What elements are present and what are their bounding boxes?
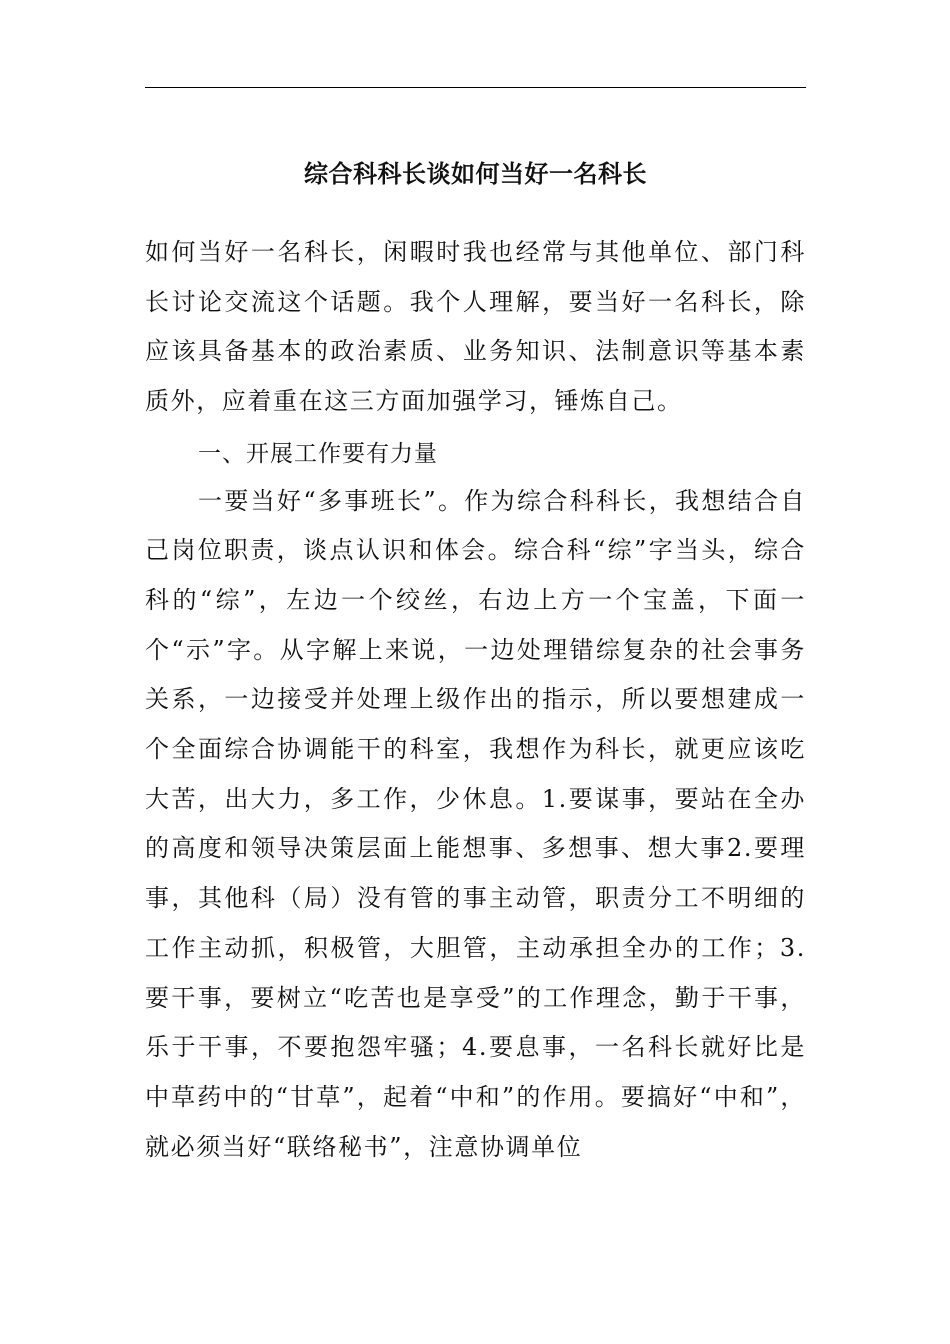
- document-body: [145, 228, 806, 1172]
- section-paragraph: 一要当好“多事班长”。作为综合科科长，我想结合自己岗位职责，谈点认识和体会。综合科“综”字当头，综合科的“综”，左边一个绞丝，右边上方一个宝盖，下面一个“示”字。从字解上来说，一边处理错综复杂的社会事务关系，一边接受并处理上级作出的指示，所以要想建成一个全面综合协调能干的科室，我想作为科长，就更应该吃大苦，出大力，多工作，少休息。1.要谋事，要站在全办的高度和领导决策层面上能想事、多想事、想大事2.要理事，其他科（局）没有管的事主动管，职责分工不明细的工作主动抓，积极管，大胆管，主动承担全办的工作；3.要干事，要树立“吃苦也是享受”的工作理念，勤于干事，乐于干事，不要抱怨牢骚；4.要息事，一名科长就好比是中草药中的“甘草”，起着“中和”的作用。要搞好“中和”，就必须当好“联络秘书”，注意协调单位: [145, 486, 806, 1161]
- section-heading: 一、开展工作要有力量: [198, 440, 438, 467]
- header-rule: [145, 87, 806, 88]
- intro-paragraph: 如何当好一名科长，闲暇时我也经常与其他单位、部门科长讨论交流这个话题。我个人理解，要当好一名科长，除应该具备基本的政治素质、业务知识、法制意识等基本素质外，应着重在这三方面加强学习，锤炼自己。: [145, 238, 806, 416]
- document-title: 综合科科长谈如何当好一名科长: [304, 160, 647, 188]
